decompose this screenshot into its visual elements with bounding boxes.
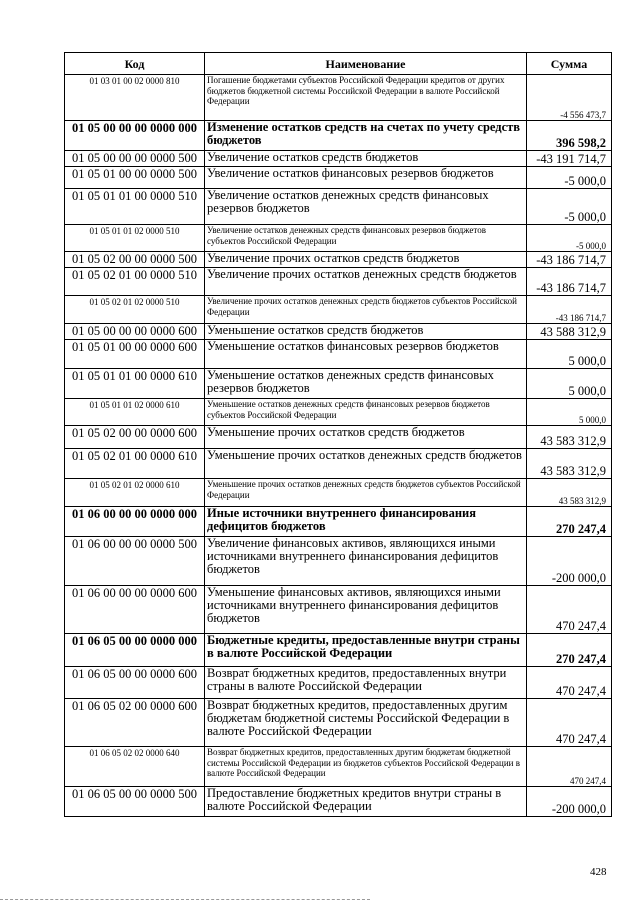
row-name: Уменьшение остатков денежных средств финансовых резервов бюджетов субъектов Российской Федерации (205, 399, 527, 426)
row-name: Увеличение прочих остатков средств бюджетов (205, 252, 527, 268)
row-name: Иные источники внутреннего финансирования дефицитов бюджетов (205, 507, 527, 537)
row-code: 01 06 05 02 02 0000 640 (65, 747, 205, 787)
row-name: Уменьшение остатков финансовых резервов бюджетов (205, 340, 527, 369)
table-row (65, 399, 612, 426)
header-name: Наименование (205, 53, 527, 75)
row-sum: 43 583 312,9 (527, 426, 612, 449)
row-name: Увеличение прочих остатков денежных средств бюджетов (205, 268, 527, 296)
row-sum: -5 000,0 (527, 189, 612, 225)
table-header-row (65, 53, 612, 75)
row-sum: 5 000,0 (527, 340, 612, 369)
row-sum: -4 556 473,7 (527, 75, 612, 121)
row-code: 01 06 05 02 00 0000 600 (65, 699, 205, 747)
row-sum: 270 247,4 (527, 634, 612, 667)
table-row (65, 426, 612, 449)
row-sum: -5 000,0 (527, 225, 612, 252)
table-row (65, 586, 612, 634)
table-row (65, 121, 612, 151)
row-code: 01 05 00 00 00 0000 600 (65, 324, 205, 340)
budget-sources-table-container (64, 52, 611, 817)
row-code: 01 05 02 01 02 0000 510 (65, 296, 205, 324)
row-name: Возврат бюджетных кредитов, предоставленных внутри страны в валюте Российской Федерации (205, 667, 527, 699)
row-code: 01 05 01 01 00 0000 510 (65, 189, 205, 225)
table-row (65, 167, 612, 189)
row-code: 01 05 01 01 02 0000 510 (65, 225, 205, 252)
row-name: Уменьшение остатков денежных средств финансовых резервов бюджетов (205, 369, 527, 399)
table-row (65, 268, 612, 296)
row-name: Предоставление бюджетных кредитов внутри страны в валюте Российской Федерации (205, 787, 527, 817)
table-row (65, 747, 612, 787)
row-name: Увеличение прочих остатков денежных средств бюджетов субъектов Российской Федерации (205, 296, 527, 324)
row-code: 01 05 00 00 00 0000 000 (65, 121, 205, 151)
row-code: 01 05 01 01 02 0000 610 (65, 399, 205, 426)
table-body (65, 75, 612, 817)
row-code: 01 05 01 00 00 0000 500 (65, 167, 205, 189)
row-code: 01 05 02 01 00 0000 510 (65, 268, 205, 296)
row-code: 01 06 05 00 00 0000 600 (65, 667, 205, 699)
row-name: Увеличение остатков денежных средств финансовых резервов бюджетов (205, 189, 527, 225)
row-sum: -43 186 714,7 (527, 252, 612, 268)
row-name: Уменьшение прочих остатков средств бюджетов (205, 426, 527, 449)
table-row (65, 537, 612, 586)
table-row (65, 296, 612, 324)
row-name: Уменьшение прочих остатков денежных средств бюджетов субъектов Российской Федерации (205, 479, 527, 507)
row-name: Уменьшение остатков средств бюджетов (205, 324, 527, 340)
table-row (65, 507, 612, 537)
row-name: Уменьшение финансовых активов, являющихся иными источниками внутреннего финансирования дефицитов бюджетов (205, 586, 527, 634)
row-name: Увеличение остатков средств бюджетов (205, 151, 527, 167)
table-row (65, 75, 612, 121)
row-code: 01 06 00 00 00 0000 600 (65, 586, 205, 634)
footer-divider (0, 899, 370, 900)
row-sum: 43 583 312,9 (527, 449, 612, 479)
row-sum: 43 583 312,9 (527, 479, 612, 507)
table-row (65, 340, 612, 369)
table-row (65, 634, 612, 667)
row-name: Бюджетные кредиты, предоставленные внутри страны в валюте Российской Федерации (205, 634, 527, 667)
header-sum: Сумма (527, 53, 612, 75)
row-sum: -43 191 714,7 (527, 151, 612, 167)
row-name: Увеличение финансовых активов, являющихся иными источниками внутреннего финансирования дефицитов бюджетов (205, 537, 527, 586)
table-row (65, 699, 612, 747)
row-name: Возврат бюджетных кредитов, предоставленных другим бюджетам бюджетной системы Российской Федерации из бюджетов субъектов Российской Федерации в валюте Российской Федерации (205, 747, 527, 787)
row-code: 01 06 00 00 00 0000 500 (65, 537, 205, 586)
table-row (65, 252, 612, 268)
table-row (65, 369, 612, 399)
row-code: 01 05 02 00 00 0000 500 (65, 252, 205, 268)
table-row (65, 225, 612, 252)
page-number: 428 (590, 866, 607, 878)
row-sum: -200 000,0 (527, 787, 612, 817)
row-sum: 470 247,4 (527, 747, 612, 787)
row-sum: -43 186 714,7 (527, 268, 612, 296)
row-name: Возврат бюджетных кредитов, предоставленных другим бюджетам бюджетной системы Российской Федерации в валюте Российской Федерации (205, 699, 527, 747)
row-code: 01 05 01 00 00 0000 600 (65, 340, 205, 369)
row-code: 01 05 02 01 00 0000 610 (65, 449, 205, 479)
row-code: 01 06 05 00 00 0000 000 (65, 634, 205, 667)
budget-sources-table (64, 52, 612, 817)
row-sum: 5 000,0 (527, 399, 612, 426)
row-code: 01 05 02 01 02 0000 610 (65, 479, 205, 507)
row-name: Увеличение остатков финансовых резервов бюджетов (205, 167, 527, 189)
table-row (65, 479, 612, 507)
row-sum: -200 000,0 (527, 537, 612, 586)
row-name: Уменьшение прочих остатков денежных средств бюджетов (205, 449, 527, 479)
table-row (65, 787, 612, 817)
row-sum: 5 000,0 (527, 369, 612, 399)
row-name: Погашение бюджетами субъектов Российской Федерации кредитов от других бюджетов бюджетной системы Российской Федерации в валюте Российской Федерации (205, 75, 527, 121)
row-sum: 396 598,2 (527, 121, 612, 151)
table-row (65, 151, 612, 167)
row-code: 01 05 01 01 00 0000 610 (65, 369, 205, 399)
row-sum: 43 588 312,9 (527, 324, 612, 340)
table-row (65, 449, 612, 479)
row-code: 01 06 00 00 00 0000 000 (65, 507, 205, 537)
row-sum: 270 247,4 (527, 507, 612, 537)
table-row (65, 667, 612, 699)
row-sum: -5 000,0 (527, 167, 612, 189)
row-code: 01 05 02 00 00 0000 600 (65, 426, 205, 449)
table-row (65, 189, 612, 225)
row-name: Увеличение остатков денежных средств финансовых резервов бюджетов субъектов Российской Федерации (205, 225, 527, 252)
row-code: 01 06 05 00 00 0000 500 (65, 787, 205, 817)
row-code: 01 03 01 00 02 0000 810 (65, 75, 205, 121)
row-name: Изменение остатков средств на счетах по учету средств бюджетов (205, 121, 527, 151)
table-row (65, 324, 612, 340)
row-sum: 470 247,4 (527, 699, 612, 747)
row-code: 01 05 00 00 00 0000 500 (65, 151, 205, 167)
row-sum: 470 247,4 (527, 667, 612, 699)
header-code: Код (65, 53, 205, 75)
row-sum: 470 247,4 (527, 586, 612, 634)
row-sum: -43 186 714,7 (527, 296, 612, 324)
